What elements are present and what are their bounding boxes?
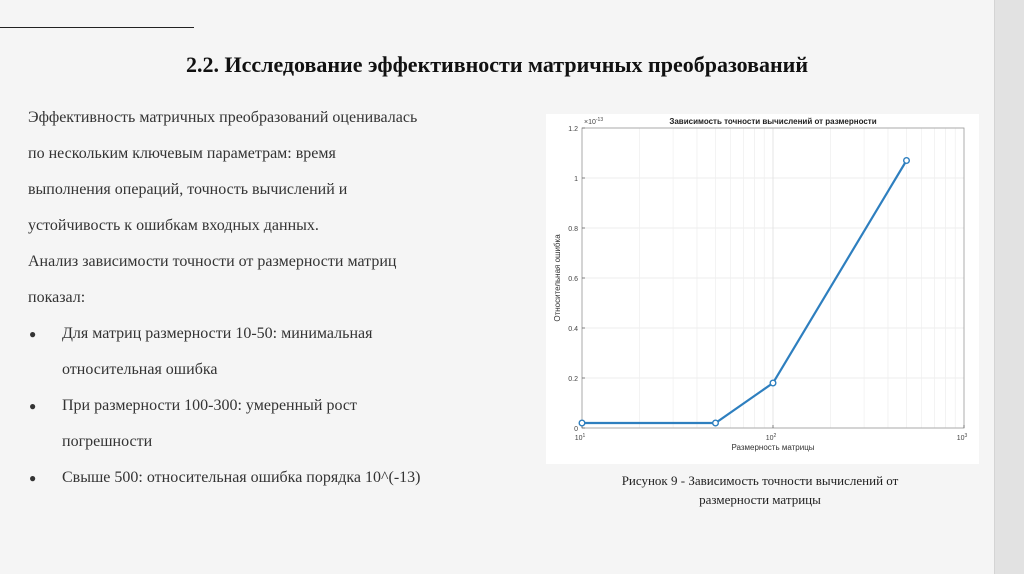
paragraph-line: выполнения операций, точность вычислений и	[28, 181, 348, 198]
paragraph-line: Анализ зависимости точности от размерности матриц	[28, 253, 397, 270]
bullet-item	[28, 460, 528, 496]
bullet-line: погрешности	[62, 433, 153, 450]
slide-title: 2.2. Исследование эффективности матричных преобразований	[185, 52, 809, 77]
x-axis-label: Размерность матрицы	[731, 443, 815, 452]
caption-line: Рисунок 9 - Зависимость точности вычислений от	[621, 473, 899, 488]
chart-title: Зависимость точности вычислений от размерности	[669, 117, 877, 126]
caption-line: размерности матрицы	[699, 492, 821, 507]
data-point	[904, 158, 910, 164]
bullet-line: Свыше 500: относительная ошибка порядка 10^(-13)	[62, 469, 421, 486]
data-point	[770, 380, 776, 386]
data-point	[579, 420, 585, 426]
chart-svg	[546, 114, 979, 464]
y-tick-label: 0	[574, 426, 578, 433]
bullet-item	[28, 388, 528, 460]
paragraph-line: показал:	[28, 289, 86, 306]
top-rule	[0, 27, 194, 28]
bullet-item	[28, 316, 528, 388]
bullet-line: При размерности 100-300: умеренный рост	[62, 397, 357, 414]
paragraph-line: по нескольким ключевым параметрам: время	[28, 145, 336, 162]
side-strip	[994, 0, 1024, 574]
bullet-line: Для матриц размерности 10-50: минимальная	[62, 325, 373, 342]
y-tick-label: 0.6	[568, 276, 578, 283]
bullet-line: относительная ошибка	[62, 361, 218, 378]
y-tick-label: 0.4	[568, 326, 578, 333]
paragraph-line: Эффективность матричных преобразований оценивалась	[28, 109, 418, 126]
x-tick-label: $10^3$	[956, 433, 968, 442]
y-tick-label: 0.2	[568, 376, 578, 383]
bullet-dot-icon: ●	[29, 399, 37, 413]
y-tick-label: 1.2	[568, 126, 578, 133]
bullet-dot-icon: ●	[29, 327, 37, 341]
bullet-dot-icon: ●	[29, 471, 37, 485]
figure-caption	[560, 471, 960, 509]
y-axis-multiplier: $\times 10^{-13}$	[584, 117, 604, 126]
body-text	[28, 100, 528, 496]
x-tick-label: $10^1$	[574, 433, 586, 442]
paragraph-line: устойчивость к ошибкам входных данных.	[28, 217, 319, 234]
x-tick-label: $10^2$	[765, 433, 777, 442]
y-tick-label: 1	[574, 176, 578, 183]
data-point	[713, 420, 719, 426]
y-axis-label: Относительная ошибка	[553, 234, 562, 322]
y-tick-label: 0.8	[568, 226, 578, 233]
chart-figure	[546, 114, 979, 464]
bullet-list	[28, 316, 528, 496]
